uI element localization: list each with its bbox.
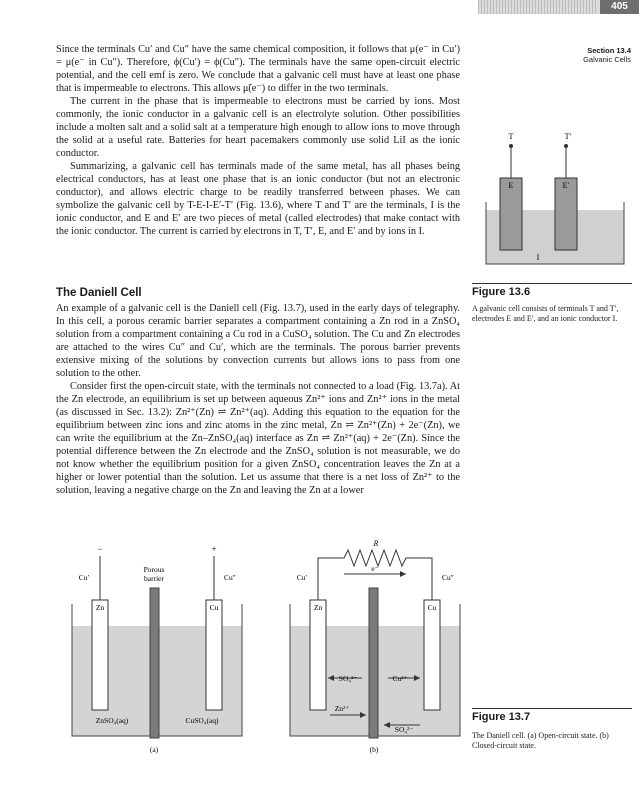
figure-13-6-title: Figure 13.6 [472, 286, 531, 298]
label-cu-double-prime: Cu″ [224, 573, 236, 582]
label-zn: Zn [313, 603, 323, 612]
figure-rule [472, 708, 632, 709]
paragraph: Consider first the open-circuit state, with the terminals not connected to a load (Fig. 13.7a). At the Zn electrode, an equilibrium is set up between aqueous Zn²⁺ ions and Zn²⁺ ions in the metal (as discussed in Sec. 13.2): Zn²⁺(Zn) ⇌ Zn²⁺(aq). Adding this equation to the equation for the equilibrium between zinc ions and zinc atoms in the zinc metal, Zn ⇌ Zn²⁺(Zn) + 2e⁻(Zn), we can write the equilibrium at the Zn–ZnSO₄(aq) interface as Zn ⇌ Zn²⁺(aq) + 2e⁻(Zn). Since the potential difference between the Zn electrode and the ZnSO₄ solution is not measurable, we do not know whether the equilibrium position for a given ZnSO₄ concentration leaves the Zn at a higher or lower potential than the solution. Let us assume that there is a net loss of Zn²⁺ to the solution, leaving a negative charge on the Zn and leaving the Zn at a lower [56, 381, 460, 496]
label-zn-ion: Zn²⁺ [334, 704, 350, 713]
label-cuso4: CuSO₄(aq) [185, 716, 219, 725]
label-e-prime: E′ [562, 181, 570, 190]
label-cu-double-prime: Cu″ [442, 573, 454, 582]
page-number: 405 [600, 0, 639, 14]
panel-label-a: (a) [149, 745, 159, 754]
figure-13-7-caption: The Daniell cell. (a) Open-circuit state. (b) Closed-circuit state. [472, 731, 609, 750]
terminal-dot [509, 144, 513, 148]
minus-sign: − [97, 544, 103, 554]
label-znso4: ZnSO₄(aq) [95, 716, 129, 725]
label-cu: Cu [427, 603, 437, 612]
section-title: Galvanic Cells [583, 55, 631, 64]
panel-a [72, 544, 242, 754]
label-barrier: barrier [144, 574, 164, 583]
label-cu: Cu [209, 603, 219, 612]
label-so4: SO₄²⁻ [338, 674, 358, 683]
zinc-rod [310, 600, 326, 710]
label-i: I [536, 253, 540, 262]
figure-13-6-caption: A galvanic cell consists of terminals T and T′, electrodes E and E′, and an ionic conductor I. [472, 304, 619, 323]
figure-rule [472, 283, 632, 284]
figure-13-7-title: Figure 13.7 [472, 711, 531, 723]
figure-13-7-diagram [62, 538, 472, 763]
paragraph: Since the terminals Cu′ and Cu″ have the same chemical composition, it follows that μ(e⁻ in Cu′) = μ(e⁻ in Cu″). Therefore, ϕ(Cu′) = ϕ(Cu″). The terminals have the same open-circuit electric potential, and the cell emf is zero. We conclude that a galvanic cell must have at least one phase that is impermeable to electrons. This allows μ̃(e⁻) to differ in the two terminals. [56, 44, 460, 94]
panel-b [290, 539, 460, 754]
label-cu-ion: Cu²⁺ [392, 674, 408, 683]
plus-sign: + [211, 544, 217, 554]
figure-13-6-diagram [480, 128, 630, 278]
panel-label-b: (b) [369, 745, 379, 754]
label-so4: SO₄²⁻ [394, 725, 414, 734]
section-number: Section 13.4 [587, 46, 631, 55]
body-daniell [56, 302, 460, 497]
label-electron: e⁻ [371, 564, 379, 573]
section-heading: The Daniell Cell [56, 287, 142, 299]
porous-barrier [150, 588, 159, 738]
copper-rod [424, 600, 440, 710]
porous-barrier [369, 588, 378, 738]
label-porous: Porous [143, 565, 165, 574]
paragraph: The current in the phase that is impermeable to electrons must be carried by ions. Most commonly, the ionic conductor in a galvanic cell is an electrolyte solution. Other possibilities include a molten salt and a solid salt at a temperature high enough to allow ions to move through the solid at a useful rate. Batteries for heart pacemakers commonly use solid LiI as the ionic conductor. [56, 96, 460, 159]
label-cu-prime: Cu′ [78, 573, 90, 582]
label-r: R [373, 539, 379, 548]
section-label [583, 46, 631, 64]
label-t: T [508, 132, 514, 141]
copper-rod [206, 600, 222, 710]
paragraph: Summarizing, a galvanic cell has terminals made of the same metal, has all phases being electrical conductors, has at least one phase that is an ionic conductor (but not an electronic conductor), and allows electric charge to be readily transferred between phases. We can symbolize the galvanic cell by T-E-I-E′-T′ (Fig. 13.6), where T and T′ are the terminals, I is the ionic conductor, and E and E′ are two pieces of metal (called electrodes) that make contact with the ionic conductor. The current is carried by electrons in T, T′, E, and E′ and by ions in I. [56, 161, 460, 237]
label-cu-prime: Cu′ [296, 573, 308, 582]
paragraph: An example of a galvanic cell is the Daniell cell (Fig. 13.7), used in the early days of telegraphy. In this cell, a porous ceramic barrier separates a compartment containing a Zn rod in a ZnSO₄ solution from a compartment containing a Cu rod in a CuSO₄ solution. The Cu and Zn electrodes are attached to the wires Cu″ and Cu′, which are the terminals. The porous barrier prevents extensive mixing of the solutions by convection currents but allows ions to pass from one solution to the other. [56, 303, 460, 379]
zinc-rod [92, 600, 108, 710]
label-zn: Zn [95, 603, 105, 612]
label-t-prime: T′ [564, 132, 572, 141]
body-top [56, 43, 460, 238]
label-e: E [508, 181, 514, 190]
terminal-dot [564, 144, 568, 148]
arrowhead [400, 571, 406, 577]
header-tick-pattern [478, 0, 598, 14]
